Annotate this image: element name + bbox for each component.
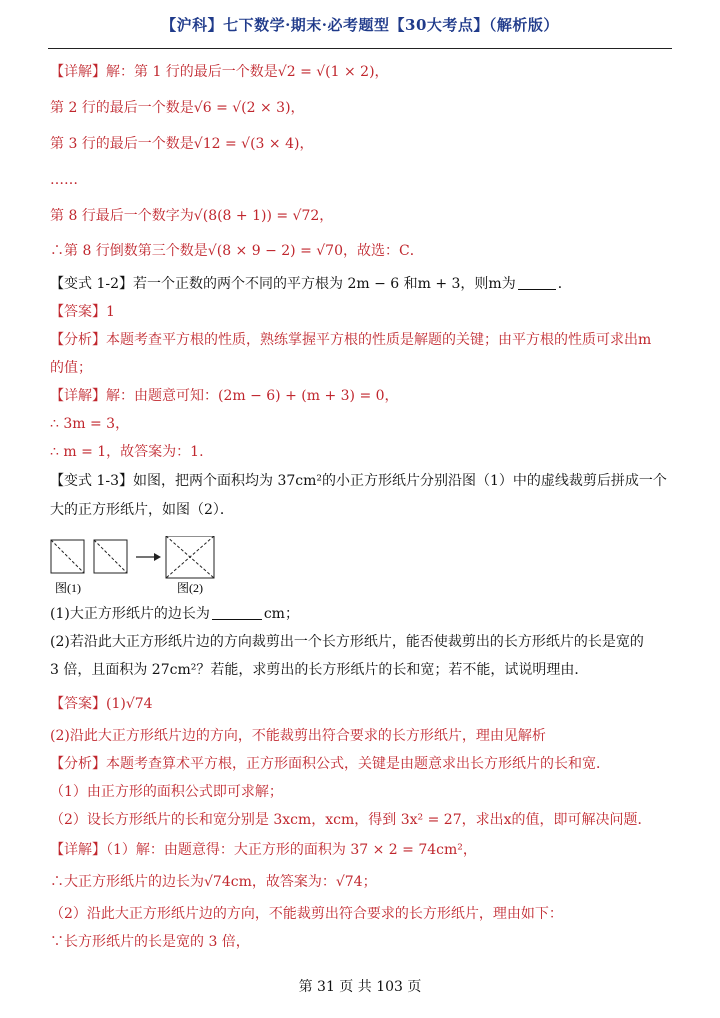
solution-line-1: 【详解】解：第 1 行的最后一个数是√2 = √(1 × 2)，	[50, 64, 389, 80]
part1-unit: cm；	[263, 606, 299, 622]
figure-1-label: 图(1)	[55, 581, 81, 595]
detail-1-3-result: ∴大正方形纸片的边长为√74cm，故答案为：√74；	[50, 874, 377, 890]
question-1-3-cont: 大的正方形纸片，如图（2）．	[50, 502, 234, 518]
analysis-1-3-step1: （1）由正方形的面积公式即可求解；	[50, 784, 283, 800]
solution-line-3: 第 3 行的最后一个数是√12 = √(3 × 4)，	[50, 136, 314, 152]
figure-2-label: 图(2)	[177, 581, 203, 595]
question-1-3: 【变式 1-3】如图，把两个面积均为 37cm²的小正方形纸片分别沿图（1）中的虚线裁剪后拼成一个	[50, 473, 667, 489]
solution-line-2: 第 2 行的最后一个数是√6 = √(2 × 3)，	[50, 100, 305, 116]
page-footer: 第 31 页 共 103 页	[298, 979, 422, 995]
detail-1-3-part2-reason: ∵长方形纸片的长是宽的 3 倍，	[50, 934, 250, 950]
large-square	[166, 536, 214, 578]
analysis-1-2-cont: 的值；	[50, 360, 92, 376]
question-1-3-part1	[50, 604, 299, 624]
detail-1-2-step3: ∴ m = 1，故答案为：1.	[50, 444, 204, 460]
side-length-blank	[212, 605, 262, 620]
question-1-3-part2-cont: 3 倍，且面积为 27cm²？若能，求剪出的长方形纸片的长和宽；若不能，试说明理由．	[50, 662, 589, 678]
answer-1-2: 【答案】1	[50, 304, 115, 320]
arrow-icon	[136, 553, 161, 561]
ellipsis-line: ……	[50, 172, 78, 188]
solution-line-5: 第 8 行最后一个数字为√(8(8 + 1)) = √72，	[50, 208, 334, 224]
question-1-2-text: 【变式 1-2】若一个正数的两个不同的平方根为 2m − 6 和m + 3，则m为	[50, 276, 516, 292]
detail-1-3: 【详解】（1）解：由题意得：大正方形的面积为 37 × 2 = 74cm²，	[50, 842, 477, 858]
conclusion-line: ∴第 8 行倒数第三个数是√(8 × 9 − 2) = √70，故选：C．	[50, 243, 424, 259]
analysis-1-2: 【分析】本题考查平方根的性质，熟练掌握平方根的性质是解题的关键；由平方根的性质可求出m	[50, 332, 652, 348]
analysis-1-3-step2: （2）设长方形纸片的长和宽分别是 3xcm，xcm，得到 3x² = 27，求出x的值，即可解决问题．	[50, 812, 652, 828]
detail-1-3-part2: （2）沿此大正方形纸片边的方向，不能裁剪出符合要求的长方形纸片，理由如下：	[50, 906, 563, 922]
answer-1-3-part2: (2)沿此大正方形纸片边的方向，不能裁剪出符合要求的长方形纸片，理由见解析	[50, 728, 546, 744]
part1-text: (1)大正方形纸片的边长为	[50, 606, 210, 622]
square-cut-figure	[50, 536, 230, 596]
page-header	[48, 14, 672, 49]
question-1-3-part2: (2)若沿此大正方形纸片边的方向裁剪出一个长方形纸片，能否使裁剪出的长方形纸片的长是宽的	[50, 634, 644, 650]
question-1-2-end: ．	[557, 276, 572, 292]
question-1-2	[50, 274, 572, 294]
small-square-1	[51, 540, 84, 573]
header-title: 【沪科】七下数学·期末·必考题型【30大考点】（解析版）	[161, 16, 559, 34]
answer-blank	[518, 275, 556, 290]
detail-1-2-step2: ∴ 3m = 3，	[50, 416, 130, 432]
answer-1-3-part1: 【答案】(1)√74	[50, 696, 153, 712]
small-square-2	[94, 540, 127, 573]
analysis-1-3: 【分析】本题考查算术平方根，正方形面积公式，关键是由题意求出长方形纸片的长和宽．	[50, 756, 610, 772]
detail-1-2: 【详解】解：由题意可知：(2m − 6) + (m + 3) = 0，	[50, 388, 399, 404]
